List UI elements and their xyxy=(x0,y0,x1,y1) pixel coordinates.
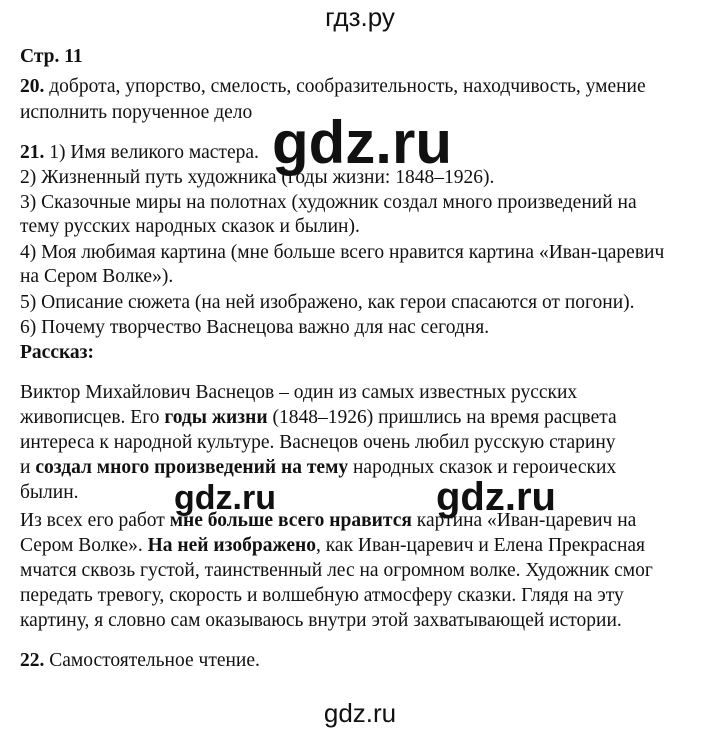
task-21-item-3-line-2: тему русских народных сказок и былин). xyxy=(20,216,360,237)
task-21-item-4-line-2: на Сером Волке»). xyxy=(20,266,174,287)
task-21-item-1 xyxy=(20,140,259,166)
story-text: Из всех его работ xyxy=(20,510,170,531)
story-line-10: картину, я словно сам оказываюсь внутри этой захватывающей истории. xyxy=(20,610,622,631)
story-text: и xyxy=(20,457,36,478)
story-text: народных сказок и героических xyxy=(348,457,617,478)
story-bold-years: годы жизни xyxy=(164,407,268,428)
task-20-line-2: исполнить порученное дело xyxy=(20,102,253,123)
task-22 xyxy=(20,648,260,674)
task-20-text-1: доброта, упорство, смелость, сообразительность, находчивость, умение xyxy=(44,76,646,97)
site-footer: gdz.ru xyxy=(323,698,397,728)
story-line-1: Виктор Михайлович Васнецов – один из самых известных русских xyxy=(20,382,578,403)
task-21-item-2: 2) Жизненный путь художника (годы жизни: 1848–1926). xyxy=(20,167,495,188)
task-22-number: 22. xyxy=(20,650,45,671)
task-21-item-5: 5) Описание сюжета (на ней изображено, как герои спасаются от погони). xyxy=(20,292,635,313)
story-line-7 xyxy=(20,533,645,559)
story-line-9: передать тревогу, скорость и волшебную атмосферу сказки. Глядя на эту xyxy=(20,585,624,606)
story-text: , как Иван-царевич и Елена Прекрасная xyxy=(316,535,646,556)
task-20-number: 20. xyxy=(20,76,45,97)
story-text: (1848–1926) пришлись на время расцвета xyxy=(267,407,617,428)
story-bold-favorite: мне больше всего нравится xyxy=(169,510,412,531)
page-label: Стр. 11 xyxy=(20,46,83,67)
watermark-small-left: gdz.ru xyxy=(174,479,276,517)
watermark-small-right: gdz.ru xyxy=(436,475,556,519)
watermark-large: gdz.ru xyxy=(272,109,452,176)
task-22-text: Самостоятельное чтение. xyxy=(44,650,260,671)
site-header: гдз.ру xyxy=(325,2,395,32)
story-text: Сером Волке». xyxy=(20,535,148,556)
task-21-item-1-text: 1) Имя великого мастера. xyxy=(44,142,259,163)
story-line-5: былин. xyxy=(20,482,79,503)
story-bold-works: создал много произведений на тему xyxy=(35,457,349,478)
task-21-item-6: 6) Почему творчество Васнецова важно для нас сегодня. xyxy=(20,317,490,338)
task-21-number: 21. xyxy=(20,142,45,163)
story-line-8: мчатся сквозь густой, таинственный лес на огромном волке. Художник смог xyxy=(20,560,653,581)
story-bold-depicted: На ней изображено xyxy=(147,535,316,556)
task-21-item-3-line-1: 3) Сказочные миры на полотнах (художник создал много произведений на xyxy=(20,192,637,213)
task-21-item-4-line-1: 4) Моя любимая картина (мне больше всего нравится картина «Иван-царевич xyxy=(20,242,665,263)
story-heading: Рассказ: xyxy=(20,342,94,363)
task-20-line-1 xyxy=(20,74,646,100)
story-text: живописцев. Его xyxy=(20,407,165,428)
story-line-3: интереса к народной культуре. Васнецов очень любил русскую старину xyxy=(20,432,616,453)
story-text: картина «Иван-царевич на xyxy=(411,510,637,531)
story-line-2 xyxy=(20,405,617,431)
